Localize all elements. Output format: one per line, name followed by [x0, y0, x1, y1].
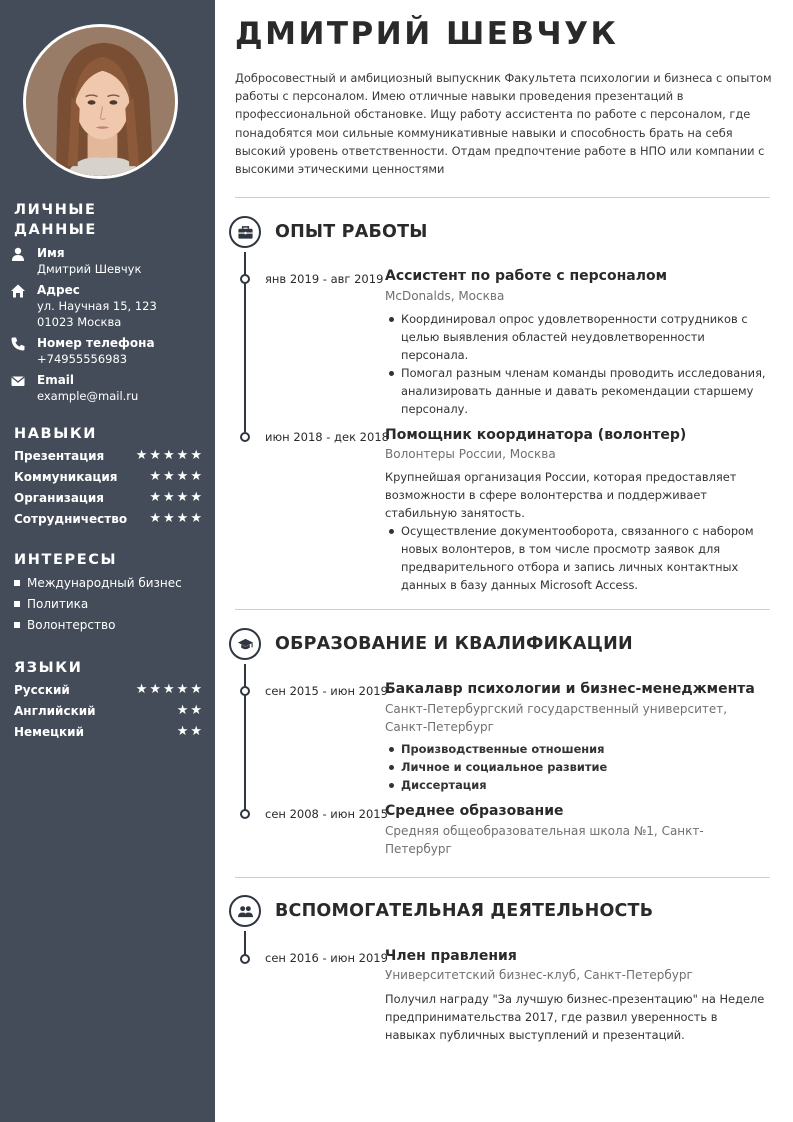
star-rating-icon: ★★★★★	[135, 682, 204, 697]
language-name: Немецкий	[14, 724, 84, 739]
entry-bullets	[385, 740, 770, 794]
briefcase-icon	[229, 216, 261, 248]
entry-subtitle: Университетский бизнес-клуб, Санкт-Петербург	[385, 968, 693, 982]
phone-label: Номер телефона	[37, 336, 155, 350]
page-title: ДМИТРИЙ ШЕВЧУК	[235, 16, 619, 52]
language-name: Английский	[14, 703, 96, 718]
timeline-dot	[240, 686, 250, 696]
email-label: Email	[37, 373, 75, 387]
entry-date: сен 2015 - июн 2019	[265, 684, 388, 698]
timeline-dot	[240, 432, 250, 442]
avatar	[26, 27, 175, 176]
entry-date: сен 2016 - июн 2019	[265, 951, 388, 965]
skill-row	[14, 487, 204, 508]
personal-email	[10, 372, 210, 404]
skill-name: Сотрудничество	[14, 511, 128, 526]
personal-address	[10, 282, 210, 330]
entry-subtitle: Санкт-Петербургский государственный университет, Санкт-Петербург	[385, 702, 728, 734]
language-row	[14, 721, 204, 742]
personal-data-title: ЛИЧНЫЕ ДАННЫЕ	[14, 202, 97, 238]
list-item: Производственные отношения	[385, 740, 770, 758]
skills-title: НАВЫКИ	[14, 426, 98, 442]
star-rating-icon: ★★★★	[149, 490, 204, 505]
experience-header	[229, 216, 428, 248]
name-value: Дмитрий Шевчук	[37, 262, 142, 276]
list-item: Личное и социальное развитие	[385, 758, 770, 776]
languages-title: ЯЗЫКИ	[14, 660, 83, 676]
home-icon	[10, 283, 26, 299]
entry-subtitle: Волонтеры России, Москва	[385, 447, 556, 461]
interest-item: Международный бизнес	[14, 576, 182, 590]
language-row	[14, 679, 204, 700]
entry-title: Ассистент по работе с персоналом	[385, 268, 668, 284]
skill-row	[14, 508, 204, 529]
list-item: Координировал опрос удовлетворенности сотрудников с целью выявления областей неудовлетворенности персонала.	[385, 310, 770, 364]
entry-subtitle: McDonalds, Москва	[385, 289, 505, 303]
timeline-dot	[240, 809, 250, 819]
divider	[235, 609, 770, 610]
address-line-2: 01023 Москва	[37, 315, 122, 329]
entry-date: июн 2018 - дек 2018	[265, 430, 389, 444]
address-label: Адрес	[37, 283, 80, 297]
entry-date: янв 2019 - авг 2019	[265, 272, 384, 286]
section-title: ОБРАЗОВАНИЕ И КВАЛИФИКАЦИИ	[275, 634, 633, 654]
star-rating-icon: ★★★★	[149, 511, 204, 526]
people-icon	[229, 895, 261, 927]
star-rating-icon: ★★	[176, 724, 204, 739]
name-label: Имя	[37, 246, 65, 260]
entry-bullets	[385, 522, 770, 594]
personal-name	[10, 245, 210, 277]
divider	[235, 197, 770, 198]
list-item: Диссертация	[385, 776, 770, 794]
mail-icon	[10, 373, 26, 389]
phone-icon	[10, 336, 26, 352]
list-item: Осуществление документооборота, связанного с набором новых волонтеров, в том числе просмотр заявок для предварительного отбора и запись личных контактных данных в базу данных Microsoft Access.	[385, 522, 770, 594]
skill-row	[14, 445, 204, 466]
profile-summary: Добросовестный и амбициозный выпускник Факультета психологии и бизнеса с опытом работы с персоналом. Имею отличные навыки проведения презентаций в профессиональной обстановке. Ищу работу ассистента по работе с персоналом, где понадобятся мои сильные коммуникативные навыки и способность брать на себя высокий уровень ответственности. Отдам предпочтение работе в НПО или компании с высокими этическими ценностями	[235, 71, 772, 177]
entry-title: Бакалавр психологии и бизнес-менеджмента	[385, 681, 755, 697]
language-row	[14, 700, 204, 721]
list-item: Помогал разным членам команды проводить исследования, анализировать данные и давать рекомендации старшему персоналу.	[385, 364, 770, 418]
section-title: ОПЫТ РАБОТЫ	[275, 222, 428, 242]
email-value[interactable]: example@mail.ru	[37, 389, 139, 403]
profile-photo	[23, 24, 178, 179]
star-rating-icon: ★★★★★	[135, 448, 204, 463]
address-line-1: ул. Научная 15, 123	[37, 299, 157, 313]
star-rating-icon: ★★	[176, 703, 204, 718]
entry-description: Получил награду "За лучшую бизнес-презентацию" на Неделе предпринимательства 2017, где развил уверенность в навыках публичных выступлений и презентаций.	[385, 992, 765, 1042]
education-header	[229, 628, 633, 660]
personal-phone	[10, 335, 210, 367]
activities-header	[229, 895, 653, 927]
entry-title: Помощник координатора (волонтер)	[385, 427, 687, 443]
skill-name: Коммуникация	[14, 469, 118, 484]
star-rating-icon: ★★★★	[149, 469, 204, 484]
section-title: ВСПОМОГАТЕЛЬНАЯ ДЕЯТЕЛЬНОСТЬ	[275, 901, 654, 921]
entry-bullets	[385, 310, 770, 418]
phone-value[interactable]: +74955556983	[37, 352, 128, 366]
entry-subtitle: Средняя общеобразовательная школа №1, Санкт-Петербург	[385, 824, 704, 856]
square-bullet-icon	[14, 601, 20, 607]
divider	[235, 877, 770, 878]
graduation-cap-icon	[229, 628, 261, 660]
entry-title: Член правления	[385, 948, 517, 964]
entry-title: Среднее образование	[385, 803, 564, 819]
interests-title: ИНТЕРЕСЫ	[14, 552, 118, 568]
timeline-dot	[240, 274, 250, 284]
square-bullet-icon	[14, 580, 20, 586]
language-name: Русский	[14, 682, 70, 697]
skill-name: Презентация	[14, 448, 105, 463]
square-bullet-icon	[14, 622, 20, 628]
skill-row	[14, 466, 204, 487]
entry-description: Крупнейшая организация России, которая предоставляет возможности в сфере волонтерства и поддерживает стабильную занятость.	[385, 470, 737, 520]
sidebar	[0, 0, 215, 1122]
entry-date: сен 2008 - июн 2015	[265, 807, 388, 821]
interest-item: Политика	[14, 597, 88, 611]
skill-name: Организация	[14, 490, 104, 505]
interest-item: Волонтерство	[14, 618, 115, 632]
person-icon	[10, 246, 26, 262]
timeline-dot	[240, 954, 250, 964]
